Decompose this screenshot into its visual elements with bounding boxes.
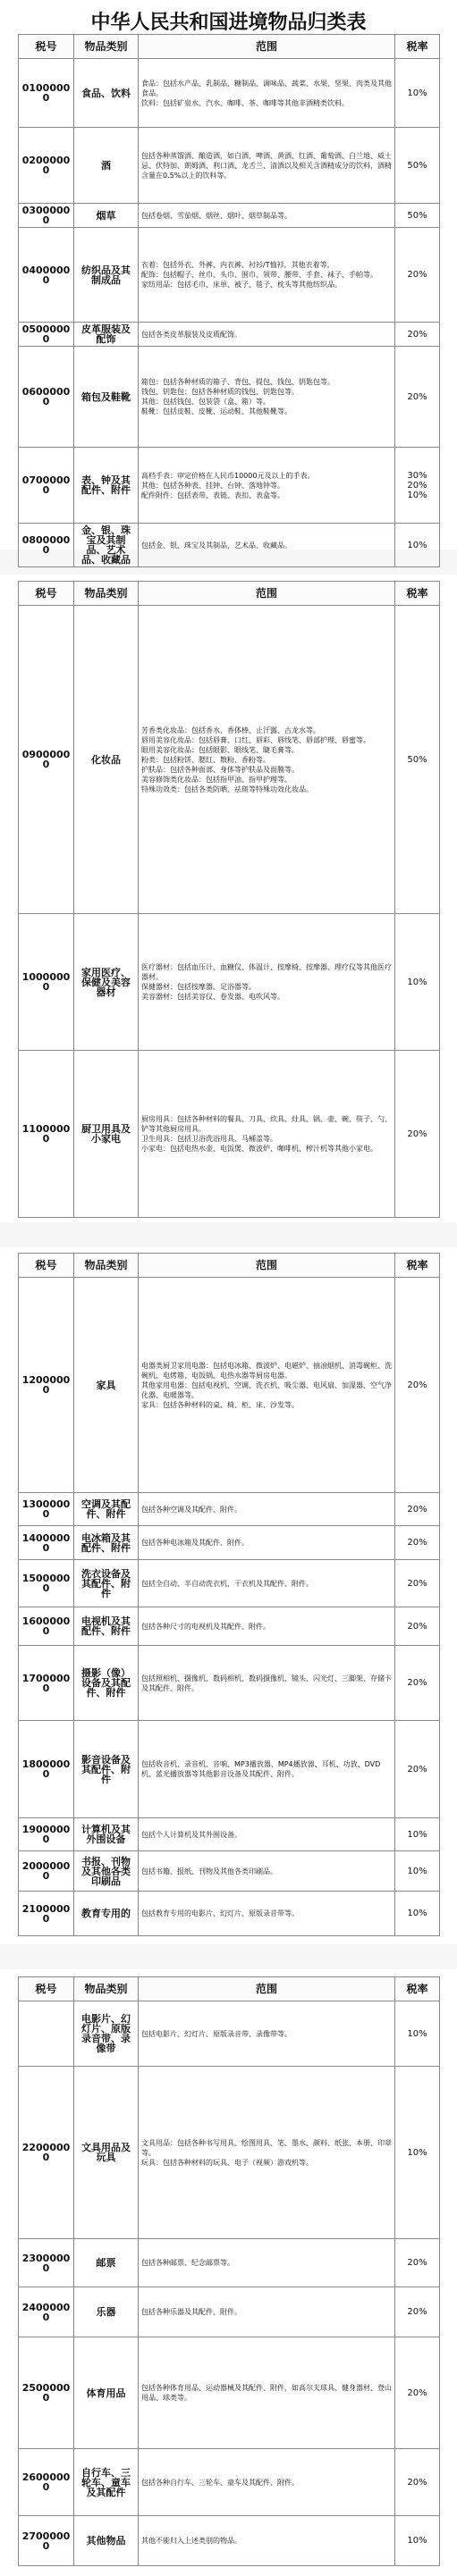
rate-value: 10% — [407, 490, 427, 500]
tax-code: 19000000 — [19, 1818, 74, 1851]
item-category: 空调及其配件、附件 — [74, 1493, 139, 1526]
item-scope — [139, 914, 395, 1051]
item-category: 箱包及鞋靴 — [74, 347, 139, 448]
column-header-code: 税号 — [19, 1254, 74, 1278]
column-header-code: 税号 — [19, 35, 74, 59]
scope-line: 其他：包括各种表、挂钟、台钟、落地钟等。 — [141, 481, 284, 490]
table-row — [19, 2287, 440, 2337]
rate-value: 10% — [407, 540, 427, 550]
item-scope — [139, 1721, 395, 1818]
tax-rate — [395, 2449, 440, 2516]
item-category: 纺织品及其制成品 — [74, 228, 139, 323]
table-row — [19, 2001, 440, 2067]
item-scope — [139, 59, 395, 128]
tax-rate — [395, 1721, 440, 1818]
column-header-scope: 范围 — [139, 1977, 395, 2001]
table-row — [19, 1892, 440, 1936]
rate-value: 10% — [407, 2028, 427, 2039]
scope-line: 家纺用品：包括毛巾、床单、被子、毯子、枕头等其他纺织品。 — [141, 281, 342, 289]
table-row — [19, 1818, 440, 1851]
rate-value: 20% — [407, 1129, 427, 1139]
scope-line: 钱包、钥匙包：包括各种材质的钱包、钥匙包等。 — [141, 388, 299, 396]
rate-value: 20% — [407, 1764, 427, 1775]
item-category: 邮票 — [74, 2239, 139, 2287]
column-header-scope: 范围 — [139, 1254, 395, 1278]
table-row — [19, 1526, 440, 1560]
scope-line: 包括卷烟、雪茄烟、烟丝、烟叶、烟草制品等。 — [141, 211, 292, 220]
scope-line: 包括各种邮票、纪念邮票等。 — [141, 2259, 234, 2267]
item-category: 化妆品 — [74, 606, 139, 914]
item-category: 酒 — [74, 128, 139, 204]
rate-value: 10% — [407, 88, 427, 98]
tax-code: 22000000 — [19, 2067, 74, 2239]
item-scope — [139, 2067, 395, 2239]
tax-rate — [395, 1526, 440, 1560]
tax-code: 23000000 — [19, 2239, 74, 2287]
table-row — [19, 606, 440, 914]
tax-rate — [395, 347, 440, 448]
item-category: 教育专用的 — [74, 1892, 139, 1936]
item-category: 食品、饮料 — [74, 59, 139, 128]
tax-rate — [395, 2516, 440, 2566]
tax-rate — [395, 1646, 440, 1721]
scope-line: 包括各种电冰箱及其配件、附件。 — [141, 1539, 249, 1547]
header-row — [19, 1254, 440, 1278]
scope-line: 箱包：包括各种材质的箱子、背包、提包、钱包、钥匙包等。 — [141, 378, 334, 386]
rate-value: 20% — [407, 2477, 427, 2488]
table-row — [19, 1560, 440, 1607]
tax-code — [19, 2001, 74, 2067]
tax-rate — [395, 2239, 440, 2287]
table-row — [19, 1607, 440, 1646]
rate-value: 50% — [407, 210, 427, 221]
item-category: 电冰箱及其配件、附件 — [74, 1526, 139, 1560]
scope-line: 饮料：包括矿泉水、汽水、咖啡、茶、咖啡等其他非酒精类饮料。 — [141, 98, 349, 107]
scope-line: 其他家用电器：包括电视机、空调、洗衣机、吸尘器、电风扇、加湿器、空气净化器、电暖器等。 — [141, 1380, 392, 1399]
tax-rate — [395, 1051, 440, 1218]
item-category: 影音设备及其配件、附件 — [74, 1721, 139, 1818]
scope-line: 芳香类化妆品：包括香水、香体棒、止汗露、古龙水等。 — [141, 726, 320, 734]
table-row — [19, 1493, 440, 1526]
classification-table-part-1 — [18, 34, 439, 567]
item-scope — [139, 606, 395, 914]
rate-value: 20% — [407, 391, 427, 402]
scope-line: 特殊功效类：包括各类防晒、祛斑等特殊功效化妆品。 — [141, 785, 313, 793]
rate-value: 30% — [407, 470, 427, 481]
tax-rate — [395, 228, 440, 323]
scope-line: 其他：包括钱包、包装袋（盒、箱）等。 — [141, 398, 270, 406]
table-row — [19, 1851, 440, 1892]
scope-line: 配件附件：包括表带、表链、表扣、表盒等。 — [141, 491, 284, 499]
item-scope — [139, 1607, 395, 1646]
scope-line: 厨房用具：包括各种材料的餐具、刀具、炊具、灶具、锅、壶、碗、筷子、勺、铲等其他厨房用具。 — [141, 1115, 392, 1133]
item-scope — [139, 1278, 395, 1493]
tax-code: 17000000 — [19, 1646, 74, 1721]
column-header-rate: 税率 — [395, 1977, 440, 2001]
item-scope — [139, 323, 395, 347]
tax-rate — [395, 2337, 440, 2449]
table-row — [19, 524, 440, 567]
scope-line: 美容器材：包括美容仪、卷发器、电吹风等。 — [141, 993, 284, 1001]
scope-line: 包括各种尺寸的电视机及其配件、附件。 — [141, 1622, 270, 1631]
item-scope — [139, 128, 395, 204]
rate-value: 10% — [407, 1829, 427, 1840]
page-title: 中华人民共和国进境物品归类表 — [90, 12, 367, 34]
table-row — [19, 448, 440, 524]
rate-value: 20% — [407, 270, 427, 280]
classification-table — [18, 581, 440, 1218]
rate-value: 10% — [407, 1866, 427, 1876]
scope-line: 粉类：包括粉饼、腮红、散粉、香粉等。 — [141, 755, 270, 764]
rate-value: 10% — [407, 977, 427, 987]
scope-line: 包括个人计算机及其外围设备。 — [141, 1830, 241, 1839]
item-category: 厨卫用具及小家电 — [74, 1051, 139, 1218]
item-category: 家具 — [74, 1278, 139, 1493]
item-scope — [139, 1818, 395, 1851]
rate-value: 20% — [407, 2307, 427, 2317]
table-row — [19, 2449, 440, 2516]
table-row — [19, 1278, 440, 1493]
column-header-category: 物品类别 — [74, 1977, 139, 2001]
item-category: 摄影（像）设备及其配件、附件 — [74, 1646, 139, 1721]
scope-line: 卫生用具：包括卫浴洗浴用具、马桶盖等。 — [141, 1135, 277, 1143]
classification-table-part-3 — [18, 1253, 439, 1936]
item-category: 自行车、三轮车、童车及其配件 — [74, 2449, 139, 2516]
scope-line: 衣着：包括外衣、外裤、内衣裤、衬衫/T恤衫，其他衣着等。 — [141, 261, 334, 269]
rate-value: 20% — [407, 2387, 427, 2398]
tax-rate — [395, 914, 440, 1051]
tax-code: 02000000 — [19, 128, 74, 204]
scope-line: 食品：包括水产品、乳制品、糖制品、调味品、蔬菜、水果、坚果、肉类及其他食品。 — [141, 79, 392, 97]
item-category: 电视机及其配件、附件 — [74, 1607, 139, 1646]
scope-line: 眼用美容化妆品：包括眼影、眼线笔、睫毛膏等。 — [141, 745, 299, 754]
scope-line: 鞋靴：包括皮鞋、皮靴、运动鞋、其他鞋靴等。 — [141, 407, 292, 415]
rate-value: 10% — [407, 2536, 427, 2546]
tax-rate — [395, 2067, 440, 2239]
tax-code: 04000000 — [19, 228, 74, 323]
tax-rate — [395, 204, 440, 228]
column-header-category: 物品类别 — [74, 582, 139, 606]
tax-code: 24000000 — [19, 2287, 74, 2337]
item-scope — [139, 1051, 395, 1218]
item-category: 计算机及其外围设备 — [74, 1818, 139, 1851]
item-scope — [139, 448, 395, 524]
table-row — [19, 2337, 440, 2449]
tax-code: 10000000 — [19, 914, 74, 1051]
classification-table — [18, 1253, 440, 1936]
tax-rate — [395, 2287, 440, 2337]
classification-table — [18, 34, 440, 567]
item-category: 表、钟及其配件、附件 — [74, 448, 139, 524]
scope-line: 包括各种自行车、三轮车、童车及其配件、附件。 — [141, 2478, 299, 2487]
tax-rate — [395, 1560, 440, 1607]
item-scope — [139, 2337, 395, 2449]
item-category: 文具用品及玩具 — [74, 2067, 139, 2239]
item-scope — [139, 347, 395, 448]
scope-line: 美容修饰类化妆品：包括指甲油、指甲护理等。 — [141, 775, 292, 784]
table-row — [19, 59, 440, 128]
scope-line: 文具用品：包括各种书写用具、绘图用具、笔、墨水、颜料、纸张、本册、印章等。 — [141, 2138, 392, 2157]
scope-line: 包括收音机、录音机、音响、MP3播放器、MP4播放器、耳机、功放、DVD机、蓝光播放器等其他影音设备及其配件、附件。 — [141, 1760, 381, 1778]
header-row — [19, 35, 440, 59]
item-scope — [139, 2516, 395, 2566]
scope-line: 电器类厨卫家用电器：包括电冰箱、微波炉、电磁炉、抽油烟机、消毒碗柜、洗碗机、电烤箱、电饭锅、电热水器等厨房电器。 — [141, 1361, 392, 1380]
scope-line: 包括全自动、半自动洗衣机，干衣机及其配件、附件。 — [141, 1579, 313, 1588]
item-scope — [139, 2287, 395, 2337]
item-scope — [139, 1526, 395, 1560]
tax-rate — [395, 606, 440, 914]
item-scope — [139, 1851, 395, 1892]
table-row — [19, 2239, 440, 2287]
table-row — [19, 128, 440, 204]
table-row — [19, 914, 440, 1051]
scope-line: 玩具：包括各种材料的玩具、电子（视频）游戏机等。 — [141, 2158, 313, 2167]
tax-code: 09000000 — [19, 606, 74, 914]
table-row — [19, 2516, 440, 2566]
item-scope — [139, 228, 395, 323]
classification-table — [18, 1976, 440, 2566]
section-divider — [0, 1222, 457, 1247]
table-row — [19, 323, 440, 347]
column-header-rate: 税率 — [395, 1254, 440, 1278]
table-row — [19, 1646, 440, 1721]
rate-value: 20% — [407, 1578, 427, 1589]
table-row — [19, 228, 440, 323]
column-header-code: 税号 — [19, 582, 74, 606]
item-category: 皮革服装及配饰 — [74, 323, 139, 347]
column-header-scope: 范围 — [139, 35, 395, 59]
scope-line: 包括各种空调及其配件、附件。 — [141, 1505, 241, 1514]
scope-line: 包括教育专用的电影片、幻灯片、原版录音带等。 — [141, 1909, 299, 1917]
tax-rate — [395, 2001, 440, 2067]
item-category: 体育用品 — [74, 2337, 139, 2449]
rate-value: 20% — [407, 1621, 427, 1632]
rate-value: 50% — [407, 160, 427, 171]
scope-line: 保健器材：包括按摩器、足浴器等。 — [141, 983, 256, 991]
item-category: 烟草 — [74, 204, 139, 228]
item-scope — [139, 1646, 395, 1721]
rate-value: 20% — [407, 1678, 427, 1688]
tax-code: 07000000 — [19, 448, 74, 524]
tax-code: 12000000 — [19, 1278, 74, 1493]
rate-value: 20% — [407, 329, 427, 340]
scope-line: 包括各类皮革服装及皮质配饰。 — [141, 330, 241, 339]
tax-rate — [395, 448, 440, 524]
tax-rate — [395, 323, 440, 347]
tax-code: 01000000 — [19, 59, 74, 128]
tax-code: 25000000 — [19, 2337, 74, 2449]
item-scope — [139, 524, 395, 567]
rate-value: 50% — [407, 754, 427, 765]
header-row — [19, 1977, 440, 2001]
tax-code: 03000000 — [19, 204, 74, 228]
header-row — [19, 582, 440, 606]
section-divider — [0, 1944, 457, 1969]
rate-value: 20% — [407, 1538, 427, 1548]
rate-value: 20% — [407, 1504, 427, 1515]
tax-rate — [395, 1851, 440, 1892]
column-header-category: 物品类别 — [74, 35, 139, 59]
item-scope — [139, 204, 395, 228]
item-category: 家用医疗、保健及美容器材 — [74, 914, 139, 1051]
tax-code: 18000000 — [19, 1721, 74, 1818]
scope-line: 唇用美容化妆品：包括唇膏、口红、唇彩、唇线笔、唇部护理、唇蜜等。 — [141, 735, 370, 744]
tax-code: 11000000 — [19, 1051, 74, 1218]
rate-value: 20% — [407, 480, 427, 491]
item-scope — [139, 2001, 395, 2067]
table-row — [19, 1051, 440, 1218]
scope-line: 包括照相机、摄像机、数码相机、数码摄像机、镜头、闪光灯、三脚架、存储卡及其配件、附件。 — [141, 1674, 392, 1692]
column-header-scope: 范围 — [139, 582, 395, 606]
column-header-rate: 税率 — [395, 35, 440, 59]
tax-code: 27000000 — [19, 2516, 74, 2566]
column-header-rate: 税率 — [395, 582, 440, 606]
tax-rate — [395, 1493, 440, 1526]
tax-rate — [395, 1818, 440, 1851]
column-header-category: 物品类别 — [74, 1254, 139, 1278]
classification-table-part-4 — [18, 1976, 439, 2566]
scope-line: 包括各种蒸馏酒、酿造酒，如白酒、啤酒、黄酒、红酒、葡萄酒、白兰地、威士忌、伏特加、朗姆酒、利口酒、龙舌兰、清酒以及相关含酒精成分的饮料，酒精含量在0.5%以上的饮料等。 — [141, 151, 392, 180]
tax-code: 06000000 — [19, 347, 74, 448]
item-scope — [139, 1560, 395, 1607]
scope-line: 包括各种乐器及其配件、附件。 — [141, 2308, 241, 2316]
scope-line: 包括金、银、珠宝及其制品，艺术品、收藏品。 — [141, 541, 292, 550]
item-category: 乐器 — [74, 2287, 139, 2337]
tax-rate — [395, 524, 440, 567]
item-scope — [139, 1892, 395, 1936]
scope-line: 医疗器材：包括血压计、血糖仪、体温计、按摩椅、按摩器、理疗仪等其他医疗器材。 — [141, 963, 392, 981]
tax-rate — [395, 128, 440, 204]
rate-value: 20% — [407, 1380, 427, 1390]
item-scope — [139, 2449, 395, 2516]
scope-line: 包括各种体育用品、运动器械及其配件、附件，如高尔夫球具、健身器材、登山用品、球类等。 — [141, 2384, 392, 2402]
rate-value: 20% — [407, 2258, 427, 2268]
scope-line: 小家电：包括电热水壶、电饭煲、微波炉、咖啡机、榨汁机等其他小家电。 — [141, 1145, 377, 1153]
table-row — [19, 204, 440, 228]
tax-code: 16000000 — [19, 1607, 74, 1646]
tax-rate — [395, 59, 440, 128]
classification-table-part-2 — [18, 581, 439, 1218]
scope-line: 其他不能归入上述类别的物品。 — [141, 2537, 241, 2545]
column-header-code: 税号 — [19, 1977, 74, 2001]
scope-line: 包括电影片、幻灯片、原版录音带、录像带等。 — [141, 2029, 292, 2038]
tax-code: 13000000 — [19, 1493, 74, 1526]
tax-rate — [395, 1278, 440, 1493]
tax-code: 14000000 — [19, 1526, 74, 1560]
table-row — [19, 2067, 440, 2239]
tax-rate — [395, 1607, 440, 1646]
item-category: 金、银、珠宝及其制品、艺术品、收藏品 — [74, 524, 139, 567]
tax-code: 21000000 — [19, 1892, 74, 1936]
tax-code: 05000000 — [19, 323, 74, 347]
tax-code: 15000000 — [19, 1560, 74, 1607]
scope-line: 配饰：包括帽子、丝巾、头巾、围巾、领带、腰带、手套、袜子、手帕等。 — [141, 271, 377, 279]
rate-value: 10% — [407, 2147, 427, 2158]
item-category: 电影片、幻灯片、原版录音带、录像带 — [74, 2001, 139, 2067]
tax-rate — [395, 1892, 440, 1936]
rate-value: 10% — [407, 1909, 427, 1918]
tax-code: 08000000 — [19, 524, 74, 567]
item-category: 其他物品 — [74, 2516, 139, 2566]
table-row — [19, 1721, 440, 1818]
item-category: 洗衣设备及其配件、附件 — [74, 1560, 139, 1607]
item-category: 书报、刊物及其他各类印刷品 — [74, 1851, 139, 1892]
tax-code: 20000000 — [19, 1851, 74, 1892]
scope-line: 家具：包括各种材料的桌、椅、柜、床、沙发等。 — [141, 1400, 299, 1409]
table-row — [19, 347, 440, 448]
scope-line: 包括书籍、报纸、刊物及其他各类印刷品。 — [141, 1867, 277, 1875]
item-scope — [139, 1493, 395, 1526]
scope-line: 护肤品：包括各种面部、身体等护肤品及面膜等。 — [141, 765, 299, 774]
item-scope — [139, 2239, 395, 2287]
tax-code: 26000000 — [19, 2449, 74, 2516]
scope-line: 高档手表：审定价格在人民币10000元及以上的手表。 — [141, 471, 315, 480]
